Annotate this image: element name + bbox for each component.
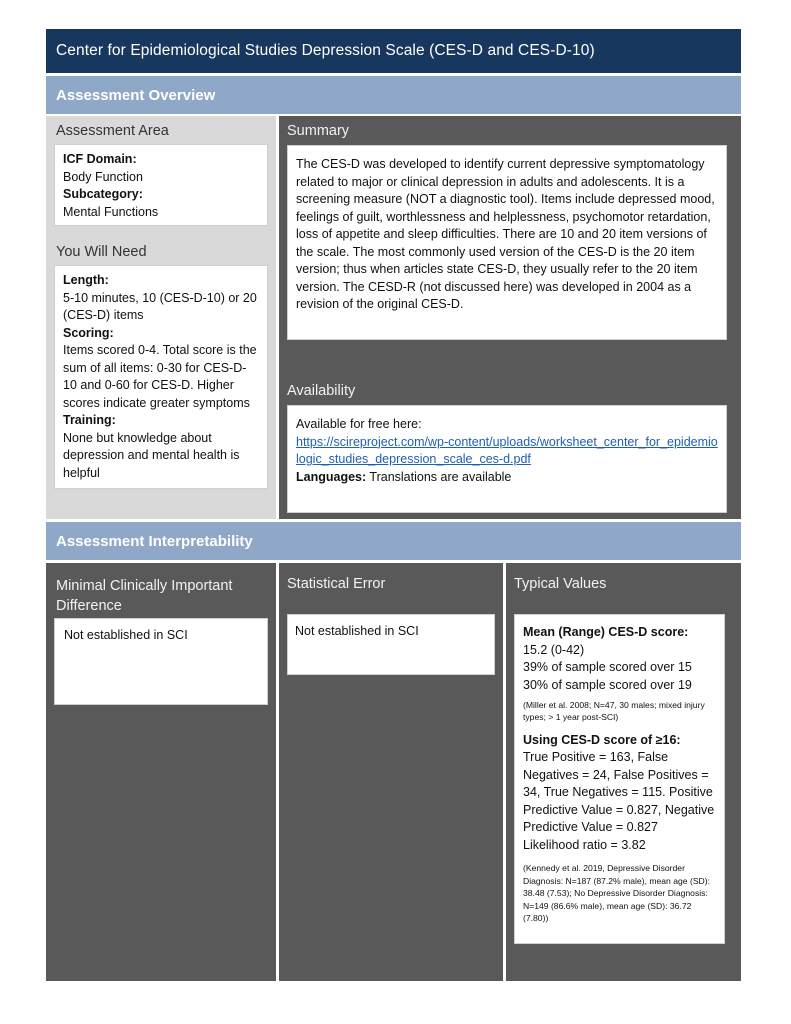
availability-intro: Available for free here: xyxy=(296,417,422,431)
section-header-interpretability: Assessment Interpretability xyxy=(46,522,741,560)
typical-values-box xyxy=(514,614,725,944)
typical-values-title: Typical Values xyxy=(514,576,607,592)
availability-box xyxy=(287,405,727,513)
mcid-text: Not established in SCI xyxy=(64,628,188,642)
mean-line-1: 15.2 (0-42) xyxy=(523,642,585,657)
typical-values-column xyxy=(506,563,741,981)
scoring-value: Items scored 0-4. Total score is the sum of all items: 0-30 for CES-D-10 and 0-60 for CES-D. Higher scores indicate greater symptoms xyxy=(63,343,257,410)
assessment-area-title: Assessment Area xyxy=(56,123,169,139)
mean-line-2: 39% of sample scored over 15 xyxy=(523,660,692,674)
summary-column xyxy=(279,116,741,519)
statistical-error-title: Statistical Error xyxy=(287,576,386,592)
training-value: None but knowledge about depression and mental health is helpful xyxy=(63,430,240,480)
statistical-error-text: Not established in SCI xyxy=(295,624,419,638)
cutoff-label: Using CES-D score of ≥16: xyxy=(523,732,681,747)
summary-box xyxy=(287,145,727,340)
mcid-title: Minimal Clinically Important Difference xyxy=(56,578,233,614)
download-link[interactable]: https://scireproject.com/wp-content/uploads/worksheet_center_for_epidemiologic_studies_depression_scale_ces-d.pdf xyxy=(296,434,718,466)
statistical-error-column xyxy=(279,563,503,981)
subcategory-label: Subcategory: xyxy=(63,187,143,201)
length-label: Length: xyxy=(63,273,109,287)
mean-line-3: 30% of sample scored over 19 xyxy=(523,677,692,692)
subcategory-value: Mental Functions xyxy=(63,204,159,219)
summary-text: The CES-D was developed to identify current depressive symptomatology related to major or clinical depression in adults and adolescents. It is a screening measure (NOT a diagnostic tool). Items include depressed mood, feelings of guilt, worthlessness and helplessness, psychomotor retardation, loss of appetite and sleep difficulties. There are 10 and 20 item versions of the scale. The most commonly used version of the CES-D is the 20 item version; thus when articles state CES-D, they usually refer to the 20 item version. The CESD-R (not discussed here) was developed in 2004 as a revision of the original CES-D. xyxy=(296,157,715,311)
length-value: 5-10 minutes, 10 (CES-D-10) or 20 (CES-D) items xyxy=(63,290,257,322)
reference-kennedy: (Kennedy et al. 2019, Depressive Disorder Diagnosis: N=187 (87.2% male), mean age (SD): 38.48 (7.53); No Depressive Disorder Diagnosis: N=149 (86.6% male), mean age (SD): 36.72 (7.80)) xyxy=(523,863,711,923)
reference-miller: (Miller et al. 2008; N=47, 30 males; mixed injury types; > 1 year post-SCI) xyxy=(523,700,705,723)
mean-label: Mean (Range) CES-D score: xyxy=(523,625,689,639)
cutoff-text: True Positive = 163, False Negatives = 24, False Positives = 34, True Negatives = 115. Positive Predictive Value = 0.827, Negative Predictive Value = 0.827 Likelihood ratio = 3.82 xyxy=(523,750,715,852)
mcid-column xyxy=(46,563,276,981)
languages-label: Languages: xyxy=(296,469,367,484)
scoring-label: Scoring: xyxy=(63,325,114,340)
statistical-error-box xyxy=(287,614,495,675)
left-column xyxy=(46,116,276,519)
you-will-need-box xyxy=(54,265,268,489)
training-label: Training: xyxy=(63,413,116,427)
section-header-overview: Assessment Overview xyxy=(46,76,741,114)
icf-domain-value: Body Function xyxy=(63,169,143,184)
you-will-need-title: You Will Need xyxy=(56,244,147,260)
languages-value: Translations are available xyxy=(366,469,512,484)
summary-title: Summary xyxy=(287,123,350,139)
mcid-box xyxy=(54,618,268,705)
availability-title: Availability xyxy=(287,383,356,399)
assessment-area-box xyxy=(54,144,268,226)
page-title: Center for Epidemiological Studies Depression Scale (CES-D and CES-D-10) xyxy=(46,29,741,73)
icf-domain-label: ICF Domain: xyxy=(63,152,137,166)
